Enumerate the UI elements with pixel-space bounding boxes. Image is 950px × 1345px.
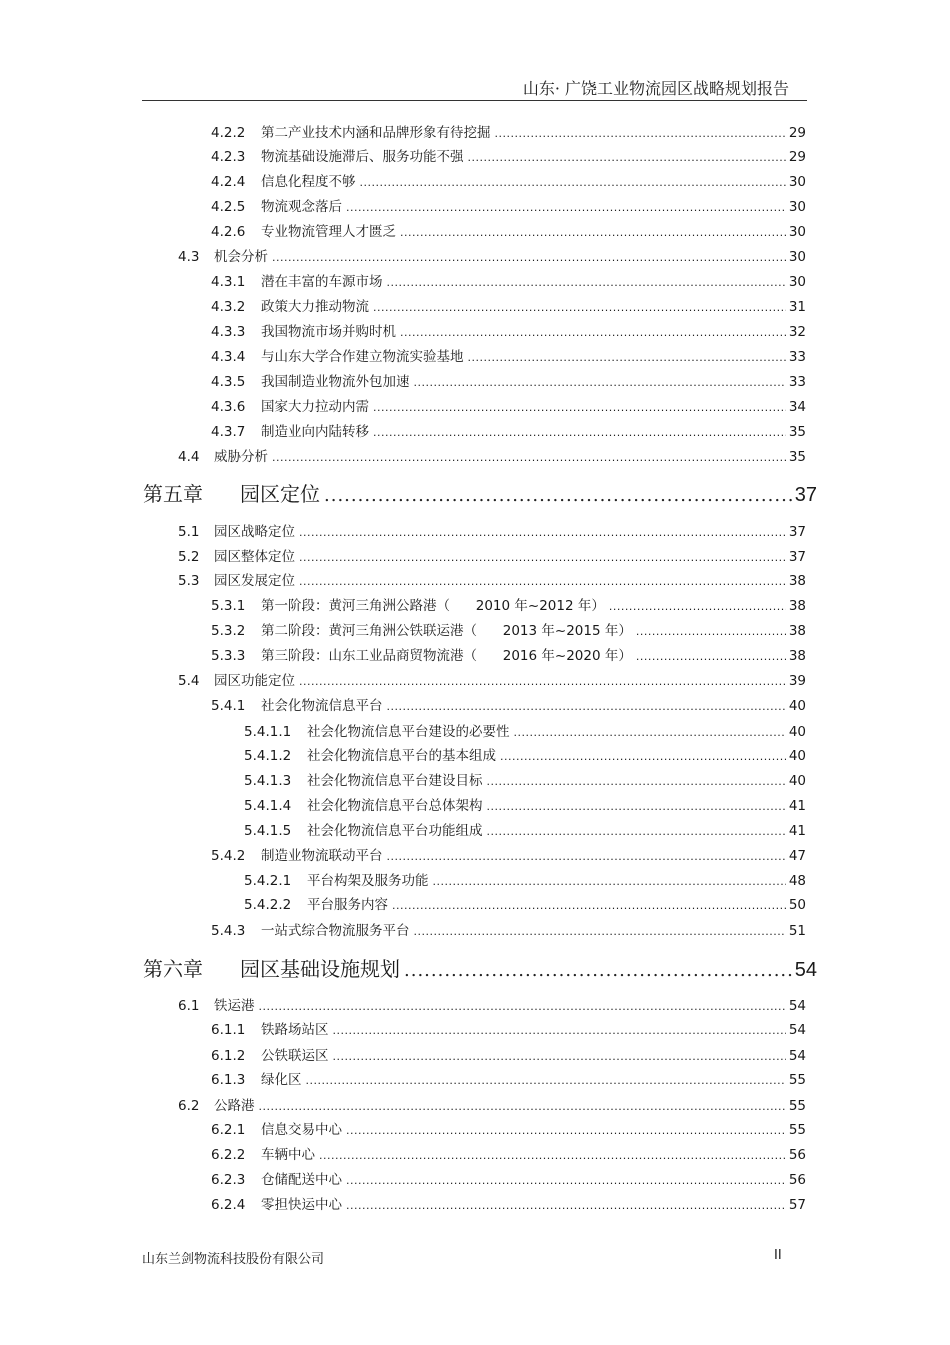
toc-entry-number: 6.2.1 [211,1122,246,1138]
toc-entry-number: 4.2.4 [211,174,246,190]
toc-entry-title: 铁路场站区 [261,1022,329,1038]
toc-entry-title: 园区功能定位 [214,673,295,689]
toc-entry-number: 5.4.3 [211,923,246,939]
toc-entry-number: 5.4.1.4 [244,798,292,814]
toc-entry-page: 55 [788,1122,806,1138]
toc-entry-number: 4.4 [178,449,200,465]
toc-entry-number: 4.2.5 [211,199,246,215]
toc-entry-page: 30 [788,224,806,240]
toc-entry-title: 第二阶段：黄河三角洲公铁联运港（ 2013 年~2015 年） [261,623,632,639]
toc-entry-number: 6.2.4 [211,1197,246,1213]
toc-entry-title: 我国物流市场并购时机 [261,324,396,340]
toc-entry-title: 社会化物流信息平台功能组成 [307,823,483,839]
toc-entry-title: 潜在丰富的车源市场 [261,274,383,290]
toc-entry[interactable] [244,769,806,789]
toc-entry-page: 32 [788,324,806,340]
toc-leader-dots [272,451,786,464]
toc-entry-number: 第六章 [143,957,203,981]
toc-entry-number: 4.3.7 [211,424,246,440]
toc-entry-title: 信息化程度不够 [261,174,356,190]
toc-entry-title: 我国制造业物流外包加速 [261,374,410,390]
toc-entry[interactable] [178,545,806,565]
toc-entry-title: 公铁联运区 [261,1048,329,1064]
toc-entry-title: 机会分析 [214,249,268,265]
toc-entry-page: 51 [788,923,806,939]
toc-entry[interactable] [211,844,806,864]
toc-entry-title: 平台构架及服务功能 [307,873,429,889]
toc-entry[interactable] [211,1068,806,1088]
toc-entry[interactable] [211,1143,806,1163]
toc-entry-number: 5.4.2.2 [244,897,292,913]
toc-entry-title: 园区发展定位 [214,573,295,589]
toc-entry-title: 制造业物流联动平台 [261,848,383,864]
toc-entry-title: 社会化物流信息平台的基本组成 [307,748,496,764]
toc-entry[interactable] [244,819,806,839]
toc-entry-page: 57 [788,1197,806,1213]
toc-entry-page: 55 [788,1098,806,1114]
toc-entry-page: 54 [788,998,806,1014]
toc-entry[interactable] [178,245,806,265]
toc-entry-title: 社会化物流信息平台 [261,698,383,714]
toc-entry-page: 55 [788,1072,806,1088]
toc-entry-page: 38 [788,598,806,614]
toc-leader-dots [400,226,786,239]
toc-entry[interactable] [178,669,806,689]
toc-entry[interactable] [244,794,806,814]
toc-entry-number: 6.2.3 [211,1172,246,1188]
toc-entry-number: 5.3.3 [211,648,246,664]
toc-entry-page: 30 [788,274,806,290]
toc-entry-title: 一站式综合物流服务平台 [261,923,410,939]
toc-entry[interactable] [211,195,806,215]
toc-leader-dots [299,675,786,688]
toc-leader-dots [636,650,786,663]
toc-entry[interactable] [211,121,806,141]
toc-entry-title: 仓储配送中心 [261,1172,342,1188]
toc-entry-page: 54 [788,1048,806,1064]
toc-leader-dots [333,1024,786,1037]
toc-entry[interactable] [211,270,806,290]
toc-entry-number: 5.4.2.1 [244,873,292,889]
toc-entry-number: 5.3.2 [211,623,246,639]
toc-entry-number: 5.3.1 [211,598,246,614]
toc-entry-title: 园区基础设施规划 [240,957,400,981]
footer-page-number: II [774,1248,782,1263]
toc-entry[interactable] [244,744,806,764]
toc-entry[interactable] [211,395,806,415]
toc-entry-page: 33 [788,349,806,365]
toc-leader-dots [468,151,786,164]
toc-entry-number: 4.2.2 [211,125,246,141]
toc-entry[interactable] [211,1044,806,1064]
toc-entry-number: 4.3.5 [211,374,246,390]
toc-entry-number: 6.2.2 [211,1147,246,1163]
toc-entry-number: 6.2 [178,1098,200,1114]
toc-entry-title: 政策大力推动物流 [261,299,369,315]
toc-entry-title: 社会化物流信息平台建设目标 [307,773,483,789]
report-title: 山东· 广饶工业物流园区战略规划报告 [522,79,789,98]
toc-entry-page: 41 [788,823,806,839]
toc-leader-dots [373,401,786,414]
toc-entry[interactable] [211,220,806,240]
toc-leader-dots [468,351,786,364]
toc-chapter-entry[interactable] [143,478,817,508]
toc-leader-dots [500,750,786,763]
toc-entry-title: 物流基础设施滞后、服务功能不强 [261,149,464,165]
toc-entry-title: 威胁分析 [214,449,268,465]
toc-entry-page: 29 [788,125,806,141]
toc-entry-page: 33 [788,374,806,390]
toc-entry-number: 4.3.6 [211,399,246,415]
toc-entry-title: 园区定位 [240,482,320,506]
toc-entry-page: 31 [788,299,806,315]
toc-leader-dots [360,176,786,189]
toc-entry-page: 38 [788,623,806,639]
toc-entry-page: 30 [788,249,806,265]
toc-entry[interactable] [178,569,806,589]
toc-entry-page: 56 [788,1172,806,1188]
toc-entry-number: 5.2 [178,549,200,565]
toc-leader-dots [414,925,786,938]
toc-entry-number: 5.4.1 [211,698,246,714]
toc-entry-page: 40 [788,724,806,740]
toc-entry-number: 5.4.2 [211,848,246,864]
toc-leader-dots [299,575,786,588]
toc-entry-title: 国家大力拉动内需 [261,399,369,415]
toc-entry[interactable] [211,1118,806,1138]
toc-chapter-entry[interactable] [143,953,817,983]
toc-entry-page: 54 [788,1022,806,1038]
toc-entry-number: 5.1 [178,524,200,540]
footer-company: 山东兰剑物流科技股份有限公司 [142,1252,325,1267]
toc-leader-dots [333,1050,786,1063]
toc-leader-dots [387,700,786,713]
toc-entry-page: 37 [794,484,817,506]
toc-entry-page: 38 [788,648,806,664]
toc-entry-page: 40 [788,748,806,764]
toc-entry[interactable] [211,420,806,440]
toc-leader-dots [259,1100,786,1113]
toc-entry-number: 6.1.2 [211,1048,246,1064]
toc-entry-number: 5.4 [178,673,200,689]
toc-leader-dots [373,426,786,439]
toc-entry-number: 第五章 [143,482,203,506]
toc-entry[interactable] [178,994,806,1014]
toc-entry-number: 5.4.1.1 [244,724,292,740]
toc-entry-number: 4.3 [178,249,200,265]
toc-leader-dots [400,326,786,339]
toc-entry-title: 车辆中心 [261,1147,315,1163]
toc-entry-page: 56 [788,1147,806,1163]
toc-entry[interactable] [211,320,806,340]
toc-leader-dots [319,1149,786,1162]
toc-entry-page: 40 [788,773,806,789]
toc-entry[interactable] [211,170,806,190]
toc-entry-title: 物流观念落后 [261,199,342,215]
toc-leader-dots [306,1074,786,1087]
toc-entry-page: 40 [788,698,806,714]
toc-entry[interactable] [211,619,806,639]
toc-entry-title: 信息交易中心 [261,1122,342,1138]
toc-entry-title: 第三阶段：山东工业品商贸物流港（ 2016 年~2020 年） [261,648,632,664]
toc-entry-number: 4.2.6 [211,224,246,240]
toc-entry-page: 41 [788,798,806,814]
toc-entry-title: 专业物流管理人才匮乏 [261,224,396,240]
toc-entry-page: 39 [788,673,806,689]
toc-entry-title: 第一阶段：黄河三角洲公路港（ 2010 年~2012 年） [261,598,605,614]
toc-leader-dots [487,825,786,838]
toc-entry[interactable] [178,445,806,465]
toc-leader-dots [346,1199,786,1212]
toc-entry-title: 社会化物流信息平台建设的必要性 [307,724,510,740]
toc-leader-dots [636,625,786,638]
toc-entry-title: 铁运港 [214,998,255,1014]
toc-entry-number: 5.4.1.2 [244,748,292,764]
toc-leader-dots [433,875,786,888]
toc-entry-title: 平台服务内容 [307,897,388,913]
toc-entry-number: 4.3.4 [211,349,246,365]
toc-entry[interactable] [244,869,806,889]
toc-entry-number: 5.4.1.3 [244,773,292,789]
toc-entry-page: 30 [788,174,806,190]
toc-entry-page: 35 [788,449,806,465]
toc-entry-page: 50 [788,897,806,913]
toc-leader-dots [346,1174,786,1187]
toc-entry-page: 47 [788,848,806,864]
toc-entry[interactable] [211,1018,806,1038]
toc-entry[interactable] [244,893,806,913]
toc-entry-page: 38 [788,573,806,589]
toc-entry[interactable] [178,520,806,540]
toc-leader-dots [609,600,786,613]
toc-leader-dots [299,551,786,564]
toc-entry[interactable] [244,720,806,740]
toc-entry-number: 5.3 [178,573,200,589]
toc-leader-dots [324,485,792,506]
toc-entry[interactable] [211,1193,806,1213]
toc-leader-dots [392,899,786,912]
toc-leader-dots [404,960,792,981]
toc-entry-title: 社会化物流信息平台总体架构 [307,798,483,814]
toc-entry-page: 37 [788,524,806,540]
toc-entry-page: 29 [788,149,806,165]
toc-entry[interactable] [211,295,806,315]
toc-leader-dots [514,726,786,739]
toc-leader-dots [272,251,786,264]
toc-entry-number: 4.3.2 [211,299,246,315]
toc-entry[interactable] [211,594,806,614]
toc-entry[interactable] [211,345,806,365]
toc-leader-dots [414,376,786,389]
toc-leader-dots [387,850,786,863]
toc-leader-dots [259,1000,786,1013]
toc-entry-page: 30 [788,199,806,215]
toc-entry[interactable] [211,919,806,939]
toc-entry-page: 34 [788,399,806,415]
toc-entry[interactable] [211,644,806,664]
toc-leader-dots [487,775,786,788]
toc-entry-title: 第二产业技术内涵和品牌形象有待挖掘 [261,125,491,141]
toc-entry[interactable] [211,370,806,390]
toc-entry-number: 6.1.1 [211,1022,246,1038]
toc-leader-dots [346,201,786,214]
toc-entry-page: 35 [788,424,806,440]
toc-leader-dots [387,276,786,289]
toc-entry-number: 5.4.1.5 [244,823,292,839]
toc-leader-dots [299,526,786,539]
toc-entry-page: 54 [794,959,817,981]
toc-leader-dots [373,301,786,314]
toc-leader-dots [487,800,786,813]
toc-entry-number: 6.1 [178,998,200,1014]
toc-entry-page: 48 [788,873,806,889]
toc-entry-title: 与山东大学合作建立物流实验基地 [261,349,464,365]
toc-entry-title: 公路港 [214,1098,255,1114]
toc-entry-number: 4.2.3 [211,149,246,165]
toc-entry-title: 制造业向内陆转移 [261,424,369,440]
toc-entry-number: 4.3.1 [211,274,246,290]
toc-entry-page: 37 [788,549,806,565]
toc-entry[interactable] [211,694,806,714]
toc-entry-title: 绿化区 [261,1072,302,1088]
toc-entry[interactable] [178,1094,806,1114]
toc-leader-dots [346,1124,786,1137]
toc-entry-title: 零担快运中心 [261,1197,342,1213]
toc-entry-number: 6.1.3 [211,1072,246,1088]
toc-entry-title: 园区战略定位 [214,524,295,540]
toc-entry-number: 4.3.3 [211,324,246,340]
toc-entry[interactable] [211,1168,806,1188]
toc-entry-title: 园区整体定位 [214,549,295,565]
toc-leader-dots [495,127,786,140]
toc-entry[interactable] [211,145,806,165]
